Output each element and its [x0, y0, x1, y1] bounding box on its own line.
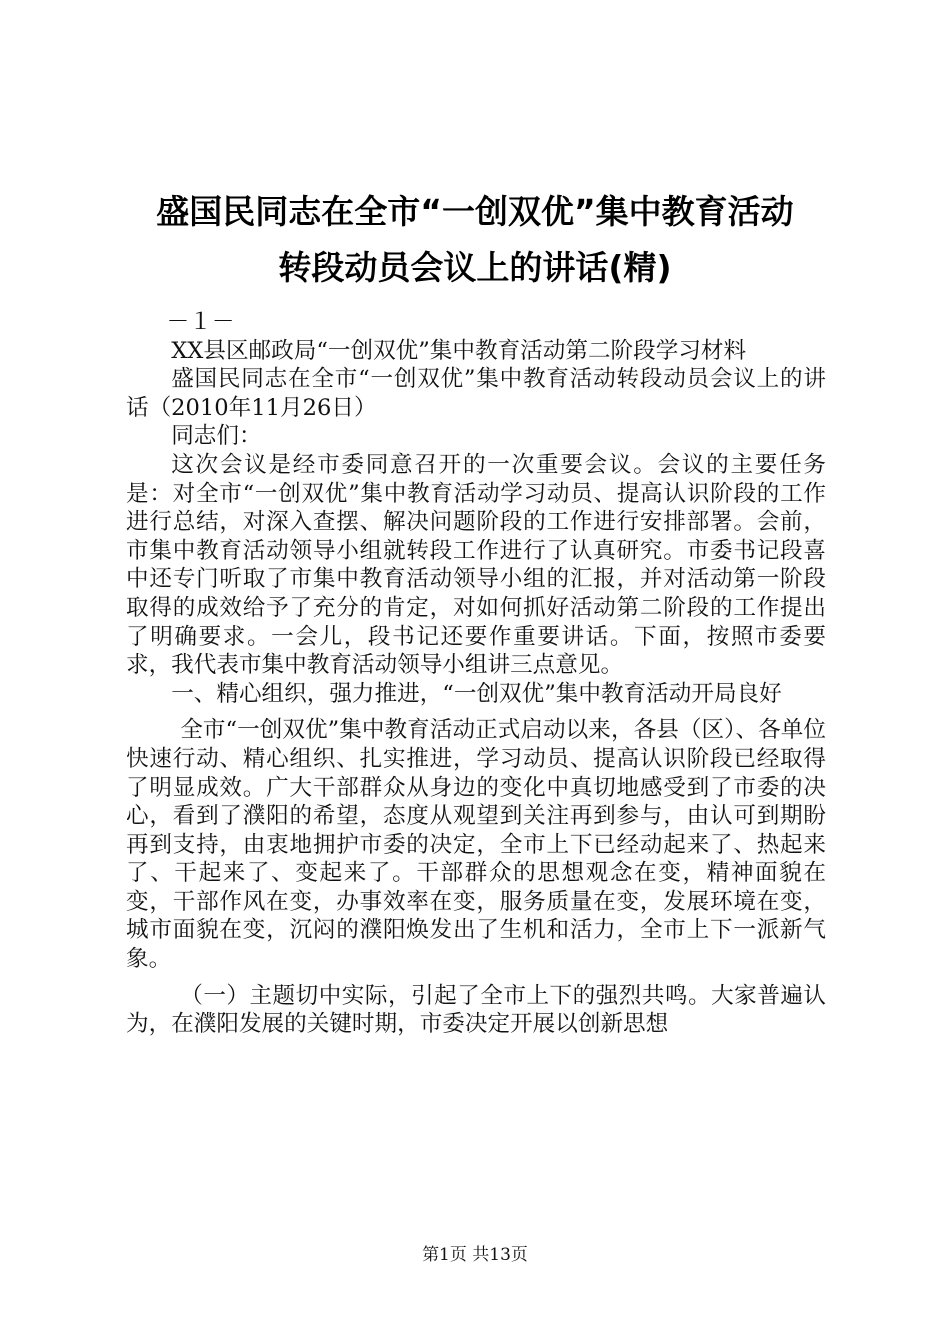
paragraph-section-1-body: 全市“一创双优”集中教育活动正式启动以来，各县（区）、各单位快速行动、精心组织、扎实推进，学习动员、提高认识阶段已经取得了明显成效。广大干部群众从身边的变化中真切地感受到了市委的决心，看到了濮阳的希望，态度从观望到关注再到参与，由认可到期盼再到支持，由衷地拥护市委的决定，全市上下已经动起来了、热起来了、干起来了、变起来了。干部群众的思想观念在变，精神面貌在变，干部作风在变，办事效率在变，服务质量在变，发展环境在变，城市面貌在变，沉闷的濮阳焕发出了生机和活力，全市上下一派新气象。 [126, 717, 826, 973]
paragraph-salutation: 同志们： [171, 423, 262, 450]
page-footer: 第1页 共13页 [422, 1245, 528, 1265]
document-title-line-1: 盛国民同志在全市“一创双优”集中教育活动 [156, 192, 794, 231]
document-body [126, 308, 826, 1039]
document-title-line-2: 转段动员会议上的讲话(精) [278, 248, 672, 287]
paragraph-introduction: 这次会议是经市委同意召开的一次重要会议。会议的主要任务是：对全市“一创双优”集中教育活动学习动员、提高认识阶段的工作进行总结，对深入查摆、解决问题阶段的工作进行安排部署。会前，市集中教育活动领导小组就转段工作进行了认真研究。市委书记段喜中还专门听取了市集中教育活动领导小组的汇报，并对活动第一阶段取得的成效给予了充分的肯定，对如何抓好活动第二阶段的工作提出了明确要求。一会儿，段书记还要作重要讲话。下面，按照市委要求，我代表市集中教育活动领导小组讲三点意见。 [126, 451, 826, 679]
page-marker: －１－ [166, 309, 235, 335]
section-heading-1: 一、精心组织，强力推进，“一创双优”集中教育活动开局良好 [171, 680, 782, 707]
paragraph-subsection-1: （一）主题切中实际，引起了全市上下的强烈共鸣。大家普遍认为，在濮阳发展的关键时期，市委决定开展以创新思想 [126, 982, 826, 1038]
paragraph-subtitle: XX县区邮政局“一创双优”集中教育活动第二阶段学习材料 [171, 337, 747, 364]
paragraph-speech-title: 盛国民同志在全市“一创双优”集中教育活动转段动员会议上的讲话（2010年11月26日） [126, 366, 826, 421]
